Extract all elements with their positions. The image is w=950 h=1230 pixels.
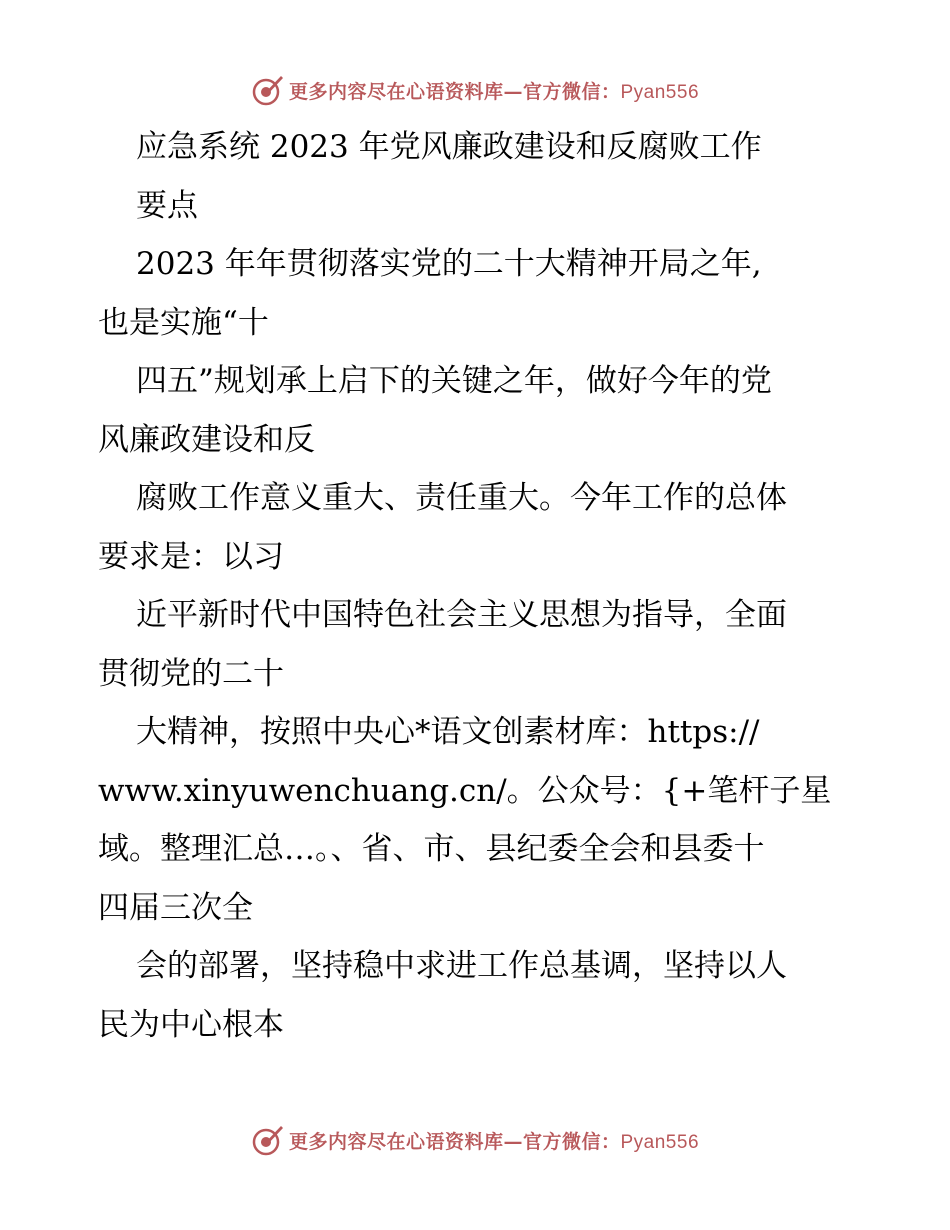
paragraph-line: 大精神，按照中央心*语文创素材库：https://: [136, 714, 760, 750]
paragraph-line: 四届三次全: [98, 889, 253, 926]
quill-logo-icon: [251, 73, 285, 107]
watermark-prefix: 更多内容尽在心语资料库—官方微信：: [288, 1130, 621, 1153]
paragraph-line: www.xinyuwenchuang.cn/。公众号：{+笔杆子星: [98, 772, 832, 809]
paragraph-line: 贯彻党的二十: [98, 655, 284, 692]
paragraph-line: 风廉政建设和反: [98, 421, 315, 458]
doc-title-line-1: 应急系统 2023 年党风廉政建设和反腐败工作: [136, 129, 762, 165]
paragraph-line: 会的部署，坚持稳中求进工作总基调，坚持以人: [136, 948, 787, 984]
doc-title-line-2: 要点: [136, 187, 198, 224]
header-watermark: [0, 70, 950, 110]
quill-logo-icon: [251, 1123, 285, 1157]
paragraph-line: 民为中心根本: [98, 1006, 284, 1043]
paragraph-line: 腐败工作意义重大、责任重大。今年工作的总体: [136, 480, 787, 516]
document-body: [98, 118, 858, 1054]
watermark-prefix: 更多内容尽在心语资料库—官方微信：: [288, 80, 621, 103]
paragraph-line: 近平新时代中国特色社会主义思想为指导，全面: [136, 597, 787, 633]
watermark-text: [289, 1127, 699, 1154]
watermark-text: [289, 77, 699, 104]
paragraph-line: 四五”规划承上启下的关键之年，做好今年的党: [136, 363, 772, 399]
paragraph-line: 要求是：以习: [98, 538, 284, 575]
watermark-wechat-id: Pyan556: [620, 1131, 700, 1153]
paragraph-line: 域。整理汇总…。、省、市、县纪委全会和县委十: [98, 831, 765, 867]
paragraph-line: 也是实施“十: [98, 304, 269, 341]
watermark-wechat-id: Pyan556: [620, 81, 700, 103]
footer-watermark: [0, 1120, 950, 1160]
paragraph-line: 2023 年年贯彻落实党的二十大精神开局之年,: [136, 246, 762, 282]
